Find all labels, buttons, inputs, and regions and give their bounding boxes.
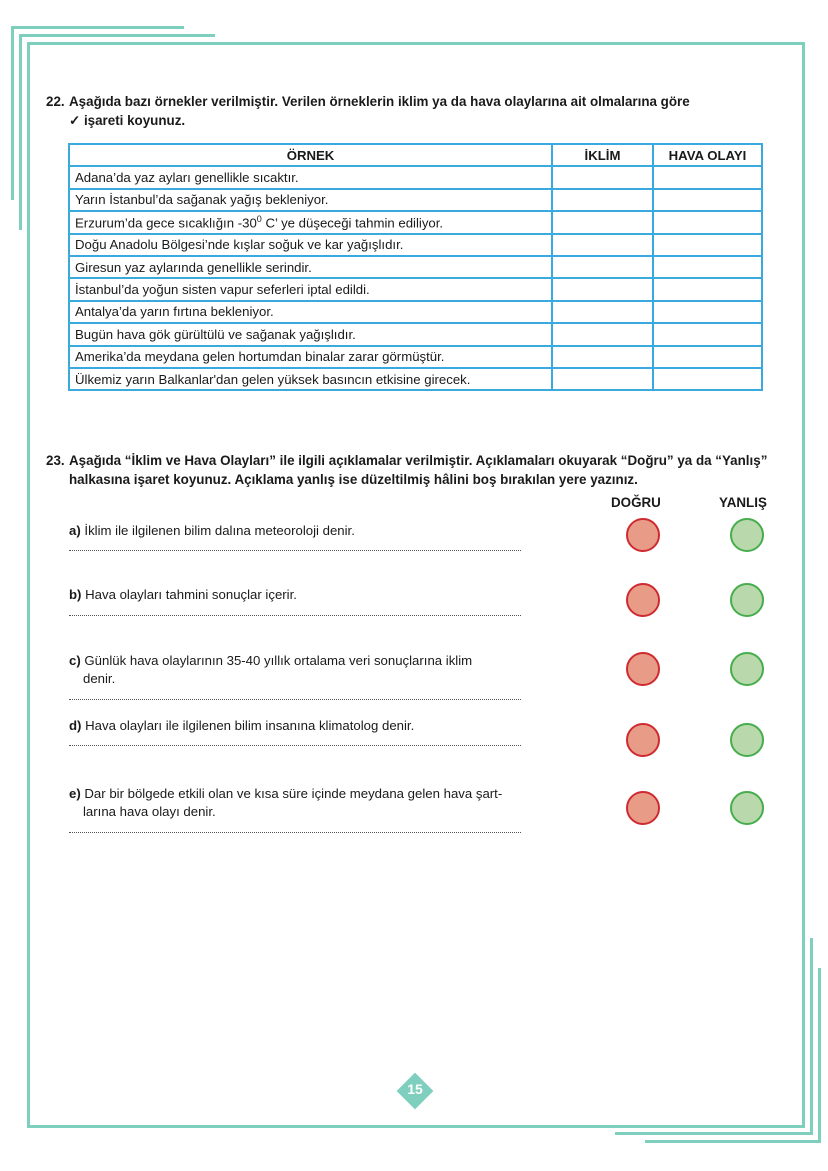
prompt-line-1: Aşağıda bazı örnekler verilmiştir. Verilen örneklerin iklim ya da hava olaylarına ait olmalarına göre [69, 94, 690, 109]
example-cell: Antalya’da yarın fırtına bekleniyor. [69, 301, 552, 323]
question-number: 23. [46, 453, 65, 468]
example-cell: Amerika’da meydana gelen hortumdan binalar zarar görmüştür. [69, 346, 552, 368]
statement-d: d) Hava olayları ile ilgilenen bilim insanına klimatolog denir. [69, 718, 415, 733]
false-circle-c[interactable] [730, 652, 764, 686]
table-header [69, 144, 762, 166]
weather-check-cell[interactable] [653, 368, 762, 390]
weather-check-cell[interactable] [653, 211, 762, 233]
answer-line[interactable] [69, 548, 521, 551]
table-row [69, 346, 762, 368]
page-number: 15 [407, 1081, 423, 1097]
examples-table [68, 143, 763, 391]
table-row [69, 256, 762, 278]
climate-check-cell[interactable] [552, 234, 653, 256]
true-circle-e[interactable] [626, 791, 660, 825]
example-cell: Bugün hava gök gürültülü ve sağanak yağışlıdır. [69, 323, 552, 345]
statement-e: e) Dar bir bölgede etkili olan ve kısa süre içinde meydana gelen hava şart- larına hava olayı denir. [69, 786, 503, 819]
table-row [69, 278, 762, 300]
false-column-label: YANLIŞ [719, 495, 767, 510]
weather-check-cell[interactable] [653, 301, 762, 323]
climate-check-cell[interactable] [552, 189, 653, 211]
true-column-label: DOĞRU [611, 495, 661, 510]
climate-check-cell[interactable] [552, 368, 653, 390]
false-circle-b[interactable] [730, 583, 764, 617]
weather-check-cell[interactable] [653, 323, 762, 345]
weather-check-cell[interactable] [653, 278, 762, 300]
climate-check-cell[interactable] [552, 166, 653, 188]
weather-check-cell[interactable] [653, 189, 762, 211]
table-row [69, 166, 762, 188]
answer-line[interactable] [69, 697, 521, 700]
statement-a: a) İklim ile ilgilenen bilim dalına meteoroloji denir. [69, 523, 355, 538]
false-circle-e[interactable] [730, 791, 764, 825]
answer-line[interactable] [69, 613, 521, 616]
example-cell: İstanbul’da yoğun sisten vapur seferleri iptal edildi. [69, 278, 552, 300]
header-example: ÖRNEK [69, 144, 552, 166]
answer-line[interactable] [69, 830, 521, 833]
climate-check-cell[interactable] [552, 323, 653, 345]
climate-check-cell[interactable] [552, 278, 653, 300]
statement-c: c) Günlük hava olaylarının 35-40 yıllık ortalama veri sonuçlarına iklim denir. [69, 653, 473, 686]
question-number: 22. [46, 94, 65, 109]
example-cell: Doğu Anadolu Bölgesi’nde kışlar soğuk ve kar yağışlıdır. [69, 234, 552, 256]
weather-check-cell[interactable] [653, 346, 762, 368]
weather-check-cell[interactable] [653, 166, 762, 188]
table-row [69, 368, 762, 390]
true-circle-d[interactable] [626, 723, 660, 757]
climate-check-cell[interactable] [552, 211, 653, 233]
prompt-line-2: halkasına işaret koyunuz. Açıklama yanlış ise düzeltilmiş hâlini boş bırakılan yere yazınız. [69, 472, 638, 487]
table-row [69, 323, 762, 345]
prompt-line-2: ✓ işareti koyunuz. [69, 113, 186, 128]
example-cell: Ülkemiz yarın Balkanlar'dan gelen yüksek basıncın etkisine girecek. [69, 368, 552, 390]
climate-check-cell[interactable] [552, 346, 653, 368]
true-circle-c[interactable] [626, 652, 660, 686]
false-circle-d[interactable] [730, 723, 764, 757]
climate-check-cell[interactable] [552, 301, 653, 323]
statement-b: b) Hava olayları tahmini sonuçlar içerir. [69, 587, 297, 602]
answer-line[interactable] [69, 743, 521, 746]
false-circle-a[interactable] [730, 518, 764, 552]
climate-check-cell[interactable] [552, 256, 653, 278]
example-cell: Adana’da yaz ayları genellikle sıcaktır. [69, 166, 552, 188]
example-cell: Giresun yaz aylarında genellikle serindir. [69, 256, 552, 278]
weather-check-cell[interactable] [653, 256, 762, 278]
table-row [69, 211, 762, 233]
table-row [69, 234, 762, 256]
table-row [69, 189, 762, 211]
header-weather-event: HAVA OLAYI [653, 144, 762, 166]
header-climate: İKLİM [552, 144, 653, 166]
true-circle-a[interactable] [626, 518, 660, 552]
weather-check-cell[interactable] [653, 234, 762, 256]
true-circle-b[interactable] [626, 583, 660, 617]
example-cell: Yarın İstanbul’da sağanak yağış bekleniyor. [69, 189, 552, 211]
table-row [69, 301, 762, 323]
prompt-line-1: Aşağıda “İklim ve Hava Olayları” ile ilgili açıklamalar verilmiştir. Açıklamaları okuyarak “Doğru” ya da “Yanlış” [69, 453, 768, 468]
example-cell: Erzurum’da gece sıcaklığın $-30^0$ C’ ye düşeceği tahmin ediliyor. [69, 211, 552, 233]
